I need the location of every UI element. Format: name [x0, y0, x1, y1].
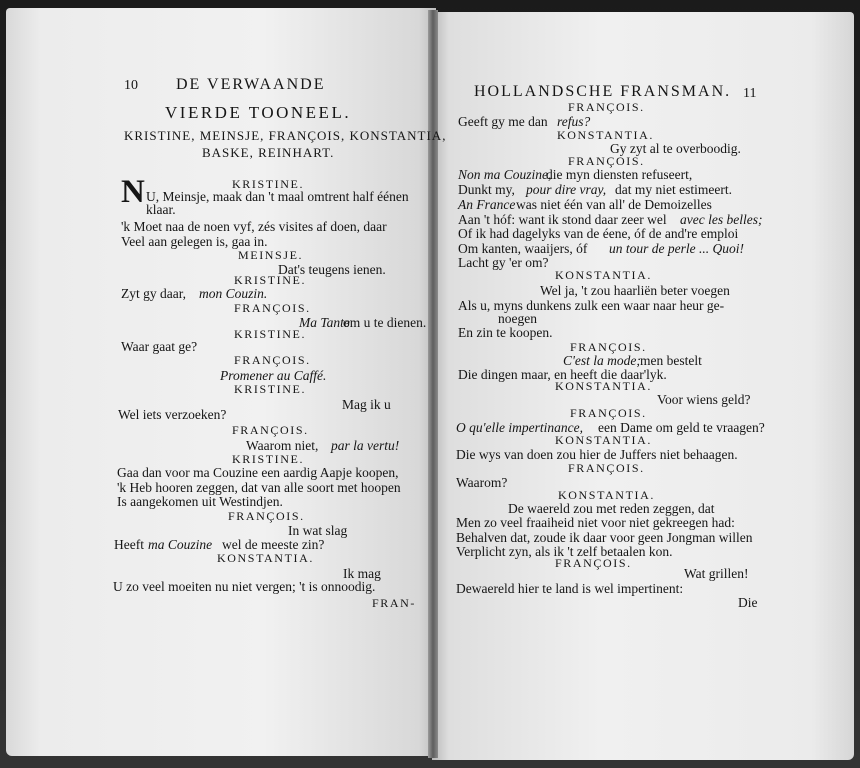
dialogue-line: Zyt gy daar, [121, 286, 187, 301]
dialogue-line: Verplicht zyn, als ik 't zelf betaalen kon. [456, 544, 673, 559]
book-gutter [428, 10, 438, 758]
dialogue-line: U, Meinsje, maak dan 't maal omtrent half éénen [146, 189, 409, 204]
catchword: FRAN- [372, 596, 417, 610]
dialogue-line: Voor wiens geld? [657, 392, 751, 407]
cast-list-line-1: KRISTINE, MEINSJE, FRANÇOIS, KONSTANTIA, [124, 128, 447, 143]
dialogue-line: noegen [498, 311, 537, 326]
speaker-konstantia: KONSTANTIA. [555, 433, 652, 447]
dialogue-line: Dat's teugens ienen. [278, 262, 386, 277]
dialogue-line-italic: mon Couzin. [199, 286, 268, 301]
speaker-kristine: KRISTINE. [234, 327, 307, 341]
dialogue-line: Geeft gy me dan [458, 114, 548, 129]
speaker-kristine: KRISTINE. [232, 452, 305, 466]
speaker-konstantia: KONSTANTIA. [558, 488, 655, 502]
catchword: Die [738, 595, 758, 610]
dialogue-line: een Dame om geld te vraagen? [598, 420, 765, 435]
dialogue-line: Wel ja, 't zou haarliën beter voegen [540, 283, 730, 298]
speaker-kristine: KRISTINE. [232, 177, 305, 191]
dialogue-line: U zo veel moeiten nu niet vergen; 't is onnoodig. [113, 579, 376, 594]
speaker-francois: FRANÇOIS. [232, 423, 309, 437]
right-page-number: 11 [743, 86, 757, 101]
speaker-francois: FRANÇOIS. [228, 509, 305, 523]
dialogue-line: Of ik had dagelyks van de éene, óf de and're emploi [458, 226, 739, 241]
dialogue-line-italic: avec les belles; [680, 212, 763, 227]
dialogue-line: dat my niet estimeert. [615, 182, 732, 197]
cast-list-line-2: BASKE, REINHART. [202, 145, 335, 160]
dialogue-line-italic: Promener au Caffé. [220, 368, 327, 383]
dialogue-line: Die dingen maar, en heeft die daar'lyk. [458, 367, 667, 382]
dialogue-line: En zin te koopen. [458, 325, 553, 340]
dialogue-line: Dunkt my, [458, 182, 515, 197]
speaker-kristine: KRISTINE. [234, 273, 307, 287]
dialogue-line: Heeft [114, 537, 144, 552]
dialogue-line-italic: un tour de perle ... Quoi! [609, 241, 744, 256]
dialogue-line: Waarom niet, [246, 438, 319, 453]
dialogue-line-italic: An France [458, 197, 516, 212]
dialogue-line: Waarom? [456, 475, 508, 490]
dialogue-line: men bestelt [640, 353, 702, 368]
dialogue-line: Ik mag [343, 566, 381, 581]
dialogue-line: Wel iets verzoeken? [118, 407, 227, 422]
speaker-meinsje: MEINSJE. [238, 248, 304, 262]
dialogue-line-italic: O qu'elle impertinance, [456, 420, 583, 435]
drop-cap: N [121, 174, 145, 210]
dialogue-line: De waereld zou met reden zeggen, dat [508, 501, 715, 516]
dialogue-line-italic: Ma Tante [299, 315, 350, 330]
dialogue-line-italic: pour dire vray, [526, 182, 607, 197]
dialogue-line: die myn diensten refuseert, [546, 167, 693, 182]
speaker-francois: FRANÇOIS. [234, 353, 311, 367]
dialogue-line-italic: par la vertu! [331, 438, 400, 453]
scene-title: VIERDE TOONEEL. [165, 103, 352, 122]
speaker-francois: FRANÇOIS. [570, 406, 647, 420]
speaker-francois: FRANÇOIS. [568, 461, 645, 475]
dialogue-line: Mag ik u [342, 397, 391, 412]
dialogue-line: Om kanten, waaijers, óf [458, 241, 588, 256]
dialogue-line: Die wys van doen zou hier de Juffers niet behaagen. [456, 447, 738, 462]
dialogue-line: Gy zyt al te overboodig. [610, 141, 741, 156]
dialogue-line: 'k Moet naa de noen vyf, zés visites af doen, daar [121, 219, 387, 234]
dialogue-line: Aan 't hóf: want ik stond daar zeer wel [458, 212, 667, 227]
speaker-konstantia: KONSTANTIA. [557, 128, 654, 142]
speaker-konstantia: KONSTANTIA. [555, 268, 652, 282]
dialogue-line: Gaa dan voor ma Couzine een aardig Aapje koopen, [117, 465, 399, 480]
right-running-head: HOLLANDSCHE FRANSMAN. [474, 83, 732, 100]
speaker-francois: FRANÇOIS. [568, 100, 645, 114]
dialogue-line: 'k Heb hooren zeggen, dat van alle soort met hoopen [117, 480, 401, 495]
speaker-francois: FRANÇOIS. [555, 556, 632, 570]
dialogue-line: Waar gaat ge? [121, 339, 198, 354]
left-page-number: 10 [124, 78, 138, 93]
speaker-kristine: KRISTINE. [234, 382, 307, 396]
dialogue-line: In wat slag [288, 523, 348, 538]
dialogue-line-italic: Non ma Couzine, [458, 167, 552, 182]
dialogue-line: om u te dienen. [343, 315, 427, 330]
dialogue-line: Lacht gy 'er om? [458, 255, 549, 270]
dialogue-line: Men zo veel fraaiheid niet voor niet gekreegen had: [456, 515, 735, 530]
dialogue-line-italic: ma Couzine [148, 537, 213, 552]
speaker-konstantia: KONSTANTIA. [555, 379, 652, 393]
dialogue-line-italic: C'est la mode; [563, 353, 641, 368]
speaker-konstantia: KONSTANTIA. [217, 551, 314, 565]
left-running-head: DE VERWAANDE [176, 76, 326, 93]
dialogue-line: wel de meeste zin? [222, 537, 325, 552]
dialogue-line: Als u, myns dunkens zulk een waar naar heur ge- [458, 298, 725, 313]
dialogue-line: Is aangekomen uit Westindjen. [117, 494, 283, 509]
speaker-francois: FRANÇOIS. [568, 154, 645, 168]
dialogue-line-italic: refus? [557, 114, 591, 129]
dialogue-line: Dewaereld hier te land is wel impertinent: [456, 581, 684, 596]
speaker-francois: FRANÇOIS. [570, 340, 647, 354]
dialogue-line: Wat grillen! [684, 566, 749, 581]
dialogue-line: was niet één van all' de Demoizelles [516, 197, 712, 212]
dialogue-line: Veel aan gelegen is, gaa in. [121, 234, 268, 249]
dialogue-line: Behalven dat, zoude ik daar voor geen Jongman willen [456, 530, 753, 545]
speaker-francois: FRANÇOIS. [234, 301, 311, 315]
dialogue-line: klaar. [146, 202, 176, 217]
